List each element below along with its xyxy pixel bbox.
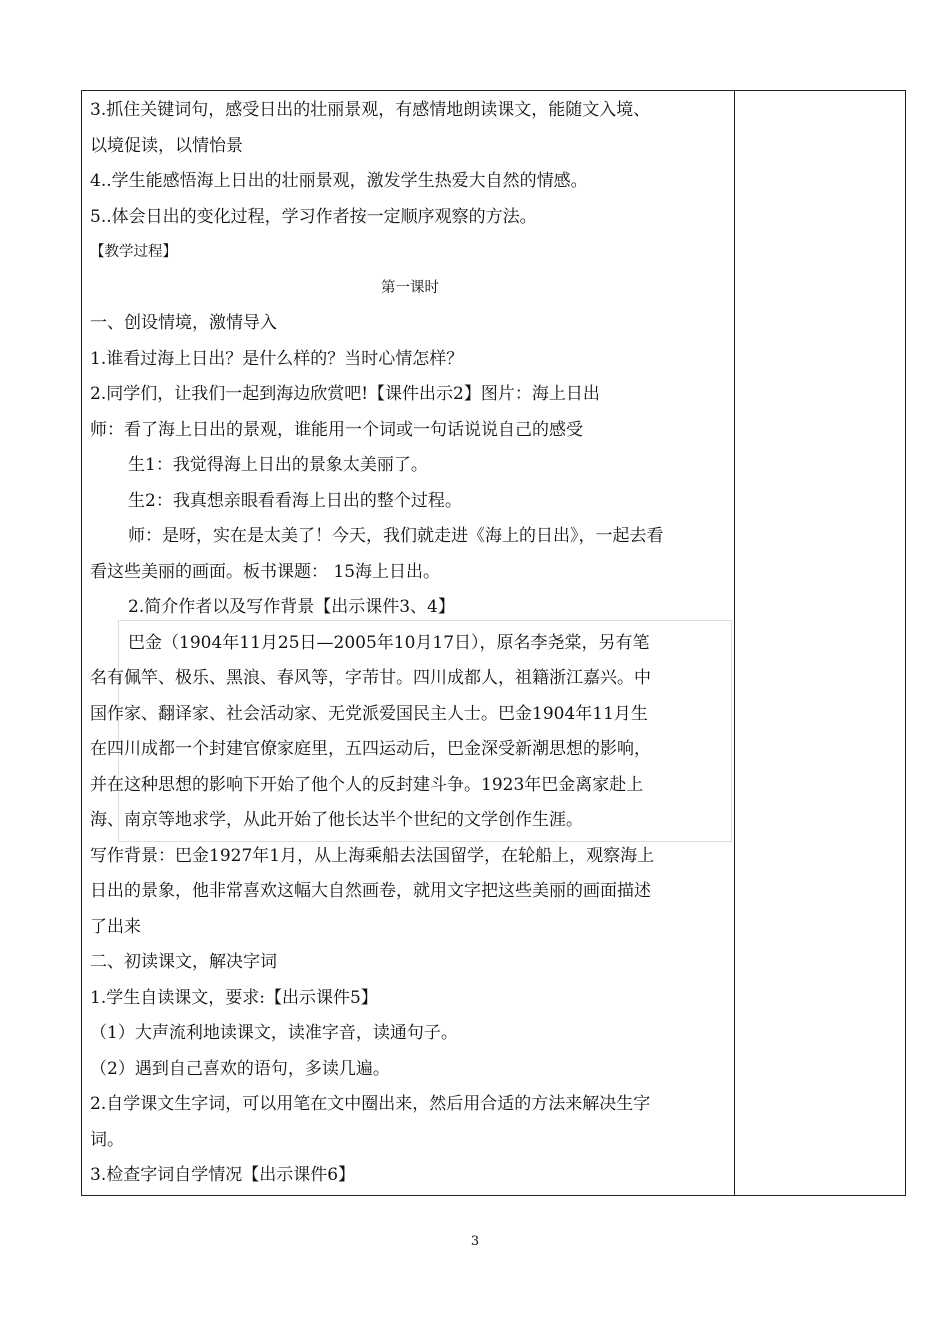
text-line: 5..体会日出的变化过程，学习作者按一定顺序观察的方法。 [90, 206, 537, 227]
text-line: 第一课时 [381, 279, 439, 296]
text-line: 巴金（1904年11月25日—2005年10月17日），原名李尧棠，另有笔 [128, 632, 650, 653]
text-line: 1.学生自读课文，要求:【出示课件5】 [90, 987, 378, 1008]
lesson-content [90, 93, 730, 1194]
text-line: 2.简介作者以及写作背景【出示课件3、4】 [128, 597, 455, 617]
text-line: 3.检查字词自学情况【出示课件6】 [90, 1165, 356, 1185]
text-line: 以境促读，以情怡景 [90, 135, 243, 156]
text-line: 1.谁看过海上日出？是什么样的？当时心情怎样？ [90, 348, 464, 369]
text-line: 2.同学们，让我们一起到海边欣赏吧!【课件出示2】图片：海上日出 [90, 384, 600, 404]
text-line: 二、初读课文，解决字词 [90, 952, 277, 972]
text-line: （1）大声流利地读课文，读准字音，读通句子。 [90, 1023, 458, 1043]
text-line: 了出来 [90, 916, 141, 937]
text-line: 看这些美丽的画面。板书课题： 15海上日出。 [90, 561, 441, 582]
page-number: 3 [470, 1234, 480, 1249]
text-line: 词。 [90, 1129, 124, 1150]
text-line: （2）遇到自己喜欢的语句，多读几遍。 [90, 1058, 390, 1079]
text-line: 在四川成都一个封建官僚家庭里，五四运动后，巴金深受新潮思想的影响， [90, 739, 651, 759]
text-line: 并在这种思想的影响下开始了他个人的反封建斗争。1923年巴金离家赴上 [90, 774, 644, 795]
text-line: 生2：我真想亲眼看看海上日出的整个过程。 [128, 490, 462, 511]
column-divider [734, 90, 735, 1196]
text-line: 海、南京等地求学，从此开始了他长达半个世纪的文学创作生涯。 [90, 810, 583, 830]
text-line: 师：是呀，实在是太美了！今天，我们就走进《海上的日出》，一起去看 [128, 526, 664, 546]
text-line: 4..学生能感悟海上日出的壮丽景观，激发学生热爱大自然的情感。 [90, 171, 588, 191]
text-line: 2.自学课文生字词，可以用笔在文中圈出来，然后用合适的方法来解决生字 [90, 1094, 651, 1114]
text-line: 一、创设情境，激情导入 [90, 313, 277, 333]
text-line: 名有佩竿、极乐、黑浪、春风等，字芾甘。四川成都人，祖籍浙江嘉兴。中 [90, 668, 651, 688]
text-line: 写作背景：巴金1927年1月，从上海乘船去法国留学，在轮船上，观察海上 [90, 845, 655, 866]
text-line: 国作家、翻译家、社会活动家、无党派爱国民主人士。巴金1904年11月生 [90, 703, 648, 724]
text-line: 生1：我觉得海上日出的景象太美丽了。 [128, 455, 428, 475]
text-line: 【教学过程】 [90, 244, 177, 260]
text-line: 师：看了海上日出的景观，谁能用一个词或一句话说说自己的感受 [90, 419, 583, 440]
text-line: 3.抓住关键词句，感受日出的壮丽景观，有感情地朗读课文，能随文入境、 [90, 100, 651, 120]
text-line: 日出的景象，他非常喜欢这幅大自然画卷，就用文字把这些美丽的画面描述 [90, 881, 651, 901]
